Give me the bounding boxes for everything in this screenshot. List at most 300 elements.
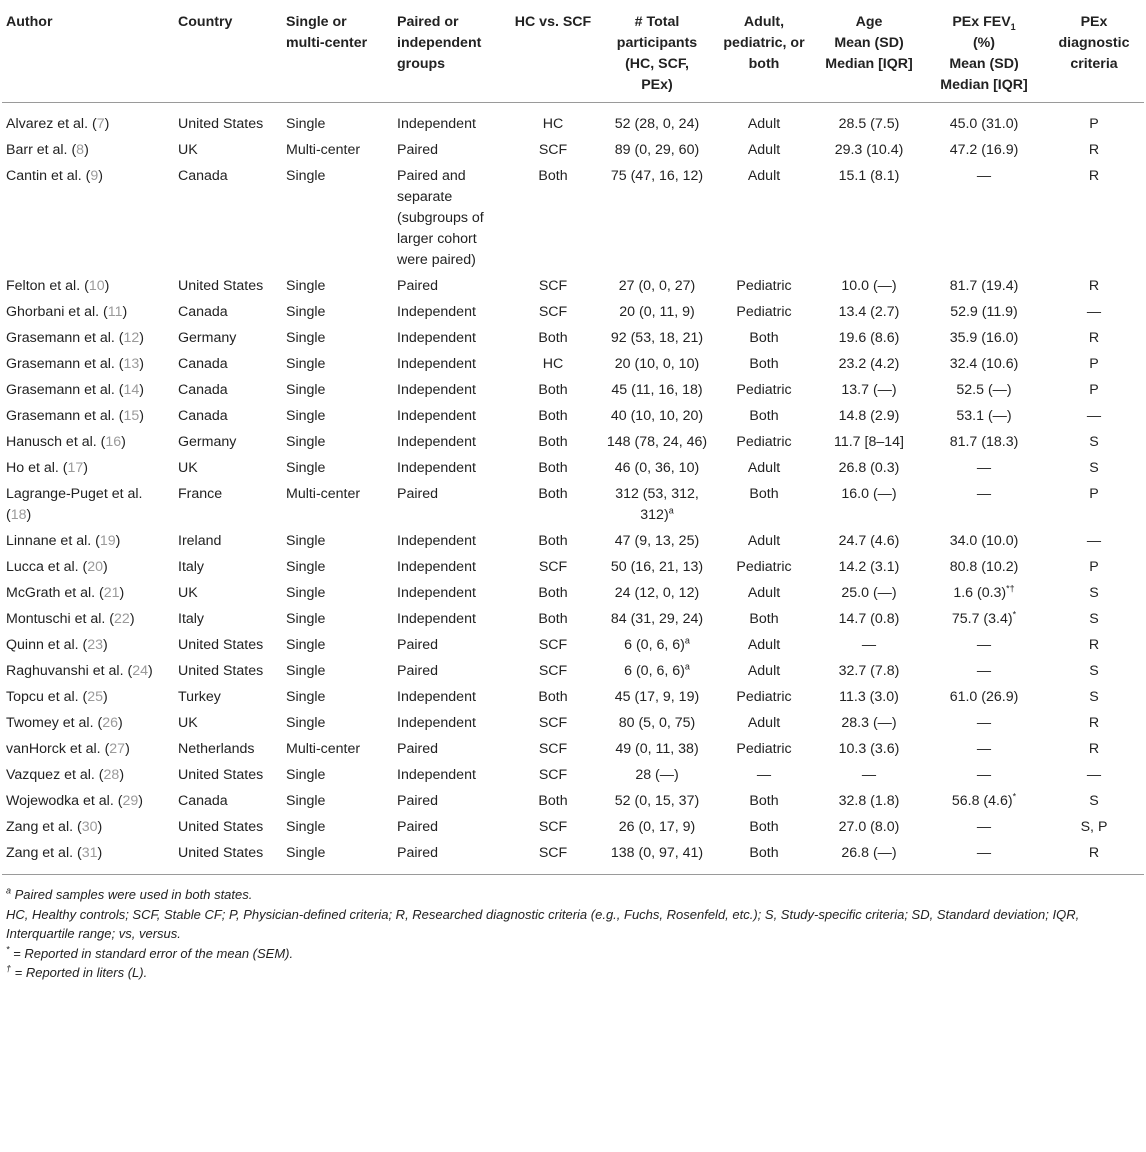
cell-author <box>2 607 174 633</box>
age-text: 28.3 (—) <box>841 715 897 731</box>
header-line: Mean (SD) <box>949 56 1019 72</box>
header-population <box>714 0 814 103</box>
center-text: Single <box>286 116 326 132</box>
cell-population <box>714 763 814 789</box>
center-text: Multi-center <box>286 486 361 502</box>
reference-link[interactable]: 21 <box>103 585 120 601</box>
criteria-text: — <box>1086 533 1102 549</box>
reference-link[interactable]: 23 <box>87 637 104 653</box>
cell-author <box>2 789 174 815</box>
cell-total <box>600 711 714 737</box>
cell-total <box>600 456 714 482</box>
cell-criteria <box>1044 404 1144 430</box>
cell-criteria <box>1044 841 1144 875</box>
cell-total <box>600 581 714 607</box>
header-line: multi-center <box>286 35 368 51</box>
paired-text: Independent <box>397 611 476 627</box>
age-text: 16.0 (—) <box>841 486 897 502</box>
header-line: Median [IQR] <box>940 77 1028 93</box>
total-text: 40 (10, 10, 20) <box>610 408 704 424</box>
cell-criteria <box>1044 164 1144 274</box>
header-line: diagnostic <box>1058 35 1130 51</box>
cell-paired <box>393 737 506 763</box>
footnote-mark: a <box>668 505 674 516</box>
center-text: Single <box>286 845 326 861</box>
center-text: Single <box>286 533 326 549</box>
country-text: Ireland <box>178 533 222 549</box>
reference-link[interactable]: 18 <box>10 507 27 523</box>
footnote-mark: * <box>6 944 10 955</box>
total-text: 6 (0, 6, 6) <box>624 663 685 679</box>
footnote-abbreviations: HC, Healthy controls; SCF, Stable CF; P, Physician-defined criteria; R, Researched diagnostic criteria (e.g., Fuchs, Rosenfeld, etc.); S, Study-specific criteria; SD, Standard deviation; IQR, Interquartile range; vs, versus. <box>6 906 1080 941</box>
cell-author <box>2 352 174 378</box>
cell-country <box>174 815 282 841</box>
criteria-text: P <box>1089 382 1099 398</box>
cell-hcscf <box>506 737 600 763</box>
age-text: 32.7 (7.8) <box>838 663 900 679</box>
cell-population <box>714 685 814 711</box>
fev-text: — <box>976 663 992 679</box>
cell-fev <box>924 789 1044 815</box>
cell-country <box>174 555 282 581</box>
header-line: Adult, <box>743 14 785 30</box>
cell-country <box>174 274 282 300</box>
footnote-mark: † <box>6 963 12 974</box>
cell-hcscf <box>506 164 600 274</box>
reference-link[interactable]: 22 <box>114 611 130 627</box>
header-hcscf: HC vs. SCF <box>506 0 600 103</box>
center-text: Multi-center <box>286 142 361 158</box>
cell-hcscf <box>506 103 600 139</box>
age-text: 23.2 (4.2) <box>838 356 900 372</box>
cell-center <box>282 659 393 685</box>
cell-country <box>174 659 282 685</box>
cell-fev <box>924 300 1044 326</box>
table-row <box>2 685 1144 711</box>
reference-link[interactable]: 24 <box>132 663 148 679</box>
cell-paired <box>393 789 506 815</box>
country-text: United States <box>178 767 264 783</box>
reference-link[interactable]: 16 <box>105 434 122 450</box>
author-name: Montuschi et al. ( <box>6 611 115 627</box>
center-text: Single <box>286 356 326 372</box>
footnote-mark: *† <box>1006 583 1015 594</box>
reference-link[interactable]: 30 <box>81 819 98 835</box>
paired-text: Paired <box>397 142 439 158</box>
criteria-text: P <box>1089 486 1099 502</box>
population-text: Both <box>749 330 779 346</box>
paired-text: Independent <box>397 689 476 705</box>
author-name: Grasemann et al. ( <box>6 356 124 372</box>
cell-country <box>174 685 282 711</box>
criteria-text: R <box>1088 330 1100 346</box>
hcscf-text: Both <box>538 486 568 502</box>
cell-total <box>600 430 714 456</box>
author-paren: ) <box>139 356 145 372</box>
cell-hcscf <box>506 633 600 659</box>
reference-link[interactable]: 9 <box>90 168 99 184</box>
cell-country <box>174 737 282 763</box>
reference-link[interactable]: 11 <box>107 304 123 320</box>
cell-fev <box>924 815 1044 841</box>
header-subscript: 1 <box>1010 21 1016 32</box>
cell-country <box>174 607 282 633</box>
reference-link[interactable]: 7 <box>96 116 105 132</box>
population-text: Pediatric <box>736 689 792 705</box>
cell-criteria <box>1044 789 1144 815</box>
header-fev <box>924 0 1044 103</box>
hcscf-text: SCF <box>538 741 568 757</box>
table-row <box>2 815 1144 841</box>
author-paren: ) <box>122 304 128 320</box>
header-criteria <box>1044 0 1144 103</box>
footnote-star <box>6 944 1140 964</box>
author-paren: ) <box>147 663 153 679</box>
header-line: groups <box>397 56 446 72</box>
cell-total <box>600 763 714 789</box>
footnote-mark: a <box>684 635 690 646</box>
cell-age <box>814 300 924 326</box>
reference-link[interactable]: 19 <box>99 533 116 549</box>
fev-text: — <box>976 486 992 502</box>
cell-age <box>814 763 924 789</box>
cell-total <box>600 737 714 763</box>
cell-paired <box>393 300 506 326</box>
footnotes <box>2 875 1144 983</box>
cell-population <box>714 378 814 404</box>
author-name: Twomey et al. ( <box>6 715 103 731</box>
cell-population <box>714 789 814 815</box>
table-row <box>2 581 1144 607</box>
center-text: Single <box>286 715 326 731</box>
cell-country <box>174 378 282 404</box>
criteria-text: R <box>1088 168 1100 184</box>
cell-fev <box>924 326 1044 352</box>
hcscf-text: Both <box>538 689 568 705</box>
cell-population <box>714 581 814 607</box>
footnote-mark: * <box>1012 609 1017 620</box>
author-paren: ) <box>97 819 103 835</box>
cell-center <box>282 763 393 789</box>
cell-center <box>282 555 393 581</box>
cell-center <box>282 789 393 815</box>
author-paren: ) <box>119 767 125 783</box>
hcscf-text: Both <box>538 408 568 424</box>
population-text: Adult <box>747 715 781 731</box>
header-line: criteria <box>1070 56 1118 72</box>
reference-link[interactable]: 14 <box>123 382 140 398</box>
reference-link[interactable]: 29 <box>122 793 139 809</box>
cell-age <box>814 326 924 352</box>
total-text: 89 (0, 29, 60) <box>614 142 700 158</box>
hcscf-text: SCF <box>538 819 568 835</box>
cell-criteria <box>1044 737 1144 763</box>
cell-country <box>174 103 282 139</box>
table-row <box>2 737 1144 763</box>
header-line: PEx <box>1080 14 1108 30</box>
cell-criteria <box>1044 482 1144 529</box>
cell-hcscf <box>506 607 600 633</box>
center-text: Single <box>286 168 326 184</box>
total-text: 312 (53, 312, 312) <box>615 486 699 523</box>
hcscf-text: SCF <box>538 637 568 653</box>
hcscf-text: Both <box>538 611 568 627</box>
hcscf-text: SCF <box>538 142 568 158</box>
table-row <box>2 763 1144 789</box>
cell-author <box>2 685 174 711</box>
age-text: 13.7 (—) <box>841 382 897 398</box>
author-name: Raghuvanshi et al. ( <box>6 663 133 679</box>
criteria-text: S <box>1089 611 1099 627</box>
country-text: Turkey <box>178 689 221 705</box>
cell-population <box>714 164 814 274</box>
center-text: Single <box>286 278 326 294</box>
author-paren: ) <box>84 142 89 158</box>
cell-fev <box>924 737 1044 763</box>
center-text: Single <box>286 408 326 424</box>
cell-population <box>714 607 814 633</box>
cell-fev <box>924 555 1044 581</box>
age-text: 14.8 (2.9) <box>838 408 900 424</box>
cell-author <box>2 711 174 737</box>
header-line: PEx FEV <box>952 14 1011 30</box>
cell-center <box>282 581 393 607</box>
header-line: # Total <box>634 14 680 30</box>
cell-paired <box>393 164 506 274</box>
cell-age <box>814 138 924 164</box>
table-row <box>2 138 1144 164</box>
center-text: Multi-center <box>286 741 361 757</box>
cell-paired <box>393 138 506 164</box>
cell-country <box>174 430 282 456</box>
paired-text: Independent <box>397 304 476 320</box>
cell-age <box>814 633 924 659</box>
cell-total <box>600 164 714 274</box>
cell-hcscf <box>506 352 600 378</box>
population-text: Adult <box>747 637 781 653</box>
table-row <box>2 841 1144 875</box>
cell-criteria <box>1044 633 1144 659</box>
age-text: 32.8 (1.8) <box>838 793 900 809</box>
hcscf-text: SCF <box>538 845 568 861</box>
author-name: Quinn et al. ( <box>6 637 88 653</box>
cell-paired <box>393 529 506 555</box>
population-text: Pediatric <box>736 741 792 757</box>
cell-country <box>174 326 282 352</box>
header-country: Country <box>174 0 282 103</box>
reference-link[interactable]: 31 <box>81 845 98 861</box>
cell-hcscf <box>506 815 600 841</box>
cell-paired <box>393 815 506 841</box>
cell-country <box>174 300 282 326</box>
footnote-mark: a <box>6 885 12 896</box>
table-row <box>2 711 1144 737</box>
fev-text: 35.9 (16.0) <box>949 330 1019 346</box>
author-name: Felton et al. ( <box>6 278 89 294</box>
reference-link[interactable]: 10 <box>88 278 105 294</box>
cell-author <box>2 430 174 456</box>
cell-center <box>282 430 393 456</box>
cell-center <box>282 607 393 633</box>
age-text: 26.8 (0.3) <box>838 460 900 476</box>
cell-total <box>600 274 714 300</box>
total-text: 45 (17, 9, 19) <box>614 689 700 705</box>
cell-fev <box>924 659 1044 685</box>
total-text: 84 (31, 29, 24) <box>610 611 704 627</box>
country-text: Germany <box>178 434 237 450</box>
paired-text: Paired <box>397 793 439 809</box>
hcscf-text: Both <box>538 330 568 346</box>
cell-author <box>2 581 174 607</box>
cell-criteria <box>1044 763 1144 789</box>
author-name: Topcu et al. ( <box>6 689 88 705</box>
age-text: 10.3 (3.6) <box>838 741 900 757</box>
cell-hcscf <box>506 300 600 326</box>
author-name: Vazquez et al. ( <box>6 767 104 783</box>
reference-link[interactable]: 13 <box>123 356 140 372</box>
paired-text: Paired <box>397 819 439 835</box>
age-text: 10.0 (—) <box>841 278 897 294</box>
hcscf-text: Both <box>538 460 568 476</box>
hcscf-text: Both <box>538 585 568 601</box>
population-text: Both <box>749 793 779 809</box>
cell-author <box>2 737 174 763</box>
cell-age <box>814 164 924 274</box>
cell-author <box>2 326 174 352</box>
cell-population <box>714 430 814 456</box>
reference-link[interactable]: 28 <box>103 767 120 783</box>
center-text: Single <box>286 767 326 783</box>
cell-criteria <box>1044 529 1144 555</box>
population-text: Pediatric <box>736 304 792 320</box>
author-paren: ) <box>98 168 104 184</box>
cell-author <box>2 659 174 685</box>
fev-text: 1.6 (0.3) <box>953 585 1007 601</box>
header-line: participants <box>616 35 698 51</box>
cell-paired <box>393 404 506 430</box>
population-text: Both <box>749 408 779 424</box>
cell-country <box>174 789 282 815</box>
cell-paired <box>393 103 506 139</box>
cell-age <box>814 555 924 581</box>
cell-paired <box>393 763 506 789</box>
author-paren: ) <box>104 278 110 294</box>
footnote-mark: a <box>684 661 690 672</box>
reference-link[interactable]: 27 <box>109 741 126 757</box>
author-name: Lucca et al. ( <box>6 559 88 575</box>
table-row <box>2 300 1144 326</box>
population-text: — <box>756 767 772 783</box>
footnote-text: = Reported in liters (L). <box>11 965 148 980</box>
author-name: Hanusch et al. ( <box>6 434 106 450</box>
center-text: Single <box>286 819 326 835</box>
author-paren: ) <box>129 611 135 627</box>
cell-author <box>2 300 174 326</box>
center-text: Single <box>286 382 326 398</box>
cell-age <box>814 711 924 737</box>
criteria-text: R <box>1088 741 1100 757</box>
age-text: 13.4 (2.7) <box>838 304 900 320</box>
age-text: 29.3 (10.4) <box>834 142 904 158</box>
cell-fev <box>924 633 1044 659</box>
total-text: 46 (0, 36, 10) <box>614 460 700 476</box>
fev-text: 52.9 (11.9) <box>950 304 1018 320</box>
cell-age <box>814 456 924 482</box>
table-row <box>2 633 1144 659</box>
cell-paired <box>393 581 506 607</box>
paired-text: Paired <box>397 741 439 757</box>
fev-text: 52.5 (—) <box>956 382 1012 398</box>
criteria-text: R <box>1088 142 1100 158</box>
population-text: Adult <box>747 142 781 158</box>
total-text: 49 (0, 11, 38) <box>615 741 699 757</box>
reference-link[interactable]: 12 <box>123 330 140 346</box>
cell-author <box>2 404 174 430</box>
cell-age <box>814 482 924 529</box>
total-text: 20 (10, 0, 10) <box>614 356 700 372</box>
reference-link[interactable]: 20 <box>87 559 104 575</box>
criteria-text: R <box>1088 637 1100 653</box>
country-text: Canada <box>178 304 228 320</box>
cell-fev <box>924 352 1044 378</box>
criteria-text: S <box>1089 460 1099 476</box>
reference-link[interactable]: 26 <box>102 715 118 731</box>
cell-hcscf <box>506 430 600 456</box>
hcscf-text: Both <box>538 533 568 549</box>
fev-text: 47.2 (16.9) <box>949 142 1019 158</box>
criteria-text: R <box>1088 715 1100 731</box>
cell-age <box>814 685 924 711</box>
cell-center <box>282 274 393 300</box>
total-text: 75 (47, 16, 12) <box>610 168 704 184</box>
reference-link[interactable]: 25 <box>87 689 104 705</box>
footnote-text: = Reported in standard error of the mean (SEM). <box>9 945 294 961</box>
fev-text: — <box>976 741 992 757</box>
paired-text: Paired <box>397 845 439 861</box>
total-text: 28 (—) <box>635 767 679 783</box>
reference-link[interactable]: 15 <box>123 408 140 424</box>
paired-text: Paired <box>397 486 439 502</box>
age-text: 25.0 (—) <box>841 585 897 601</box>
total-text: 24 (12, 0, 12) <box>614 585 700 601</box>
footnote-mark: * <box>1012 791 1017 802</box>
table-body <box>2 103 1144 875</box>
country-text: UK <box>178 715 198 731</box>
criteria-text: P <box>1089 559 1099 575</box>
paired-text: Independent <box>397 559 476 575</box>
country-text: Germany <box>178 330 237 346</box>
cell-center <box>282 138 393 164</box>
cell-age <box>814 274 924 300</box>
author-paren: ) <box>115 533 121 549</box>
cell-hcscf <box>506 529 600 555</box>
cell-total <box>600 789 714 815</box>
reference-link[interactable]: 17 <box>67 460 84 476</box>
reference-link[interactable]: 8 <box>76 142 85 158</box>
author-name: Alvarez et al. ( <box>6 116 97 132</box>
author-paren: ) <box>103 559 108 575</box>
center-text: Single <box>286 793 326 809</box>
fev-text: — <box>976 715 992 731</box>
cell-total <box>600 607 714 633</box>
cell-total <box>600 659 714 685</box>
footnote-text: Paired samples were used in both states. <box>11 887 253 902</box>
paired-text: Paired <box>397 278 439 294</box>
cell-center <box>282 326 393 352</box>
cell-paired <box>393 482 506 529</box>
population-text: Adult <box>747 116 781 132</box>
population-text: Pediatric <box>736 278 792 294</box>
